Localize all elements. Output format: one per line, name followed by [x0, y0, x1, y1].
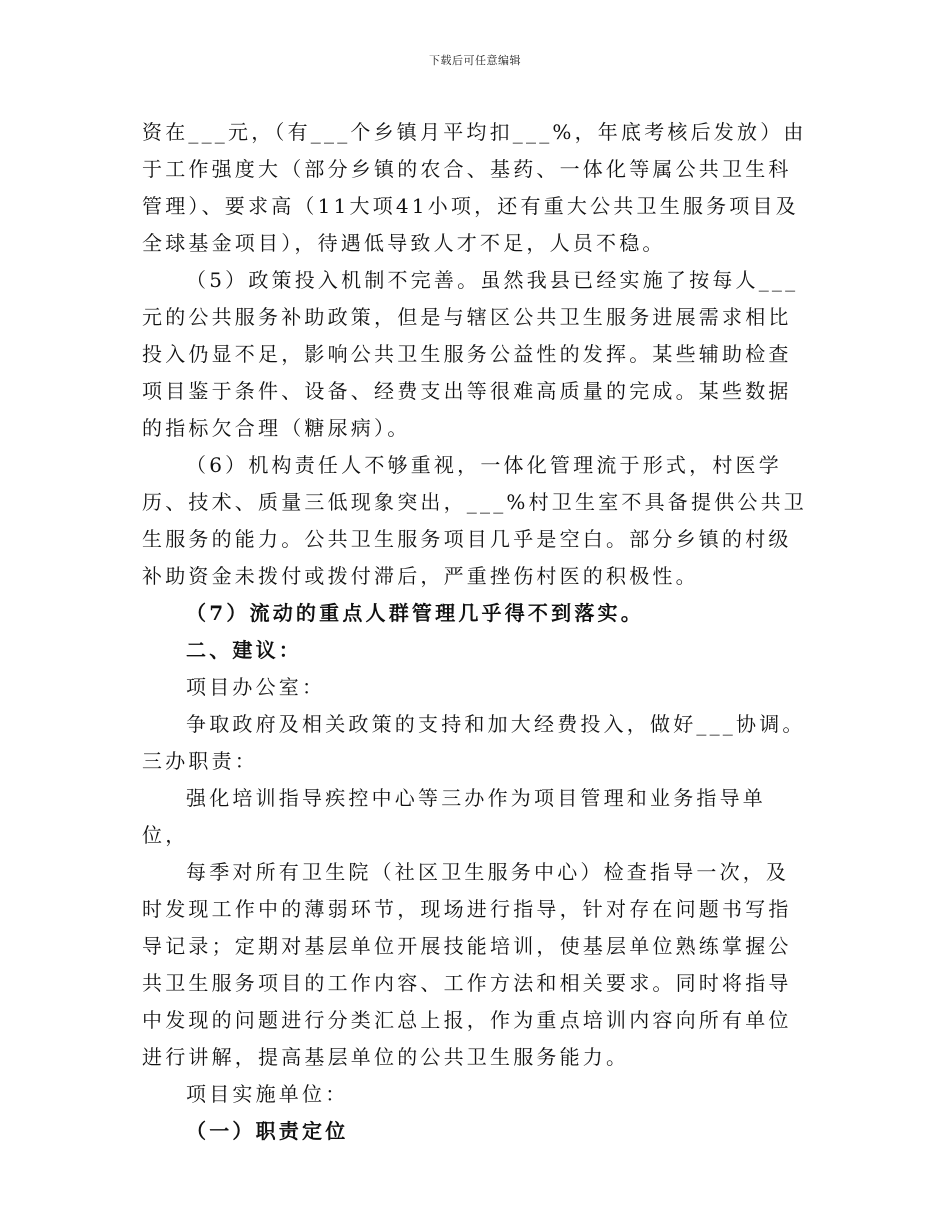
paragraph-item-7-floating-population: （7）流动的重点人群管理几乎得不到落实。	[186, 601, 644, 625]
paragraph-funding-continuation: 资在___元，（有___个乡镇月平均扣___%，年底考核后发放）由于工作强度大（部分乡镇的农合、基药、一体化等属公共卫生科管理）、要求高（11大项41小项，还有重大公共卫生服务项目及全球基金项目），待遇低导致人才不足，人员不稳。	[142, 120, 807, 255]
paragraph-government-support: 争取政府及相关政策的支持和加大经费投入，做好___协调。三办职责：	[142, 712, 806, 773]
paragraph-item-6-institution: （6）机构责任人不够重视，一体化管理流于形式，村医学历、技术、质量三低现象突出，___%村卫生室不具备提供公共卫生服务的能力。公共卫生服务项目几乎是空白。部分乡镇的村级补助资金未拨付或拨付滞后，严重挫伤村医的积极性。	[142, 453, 808, 588]
subheading-implementing-units: 项目实施单位：	[186, 1082, 349, 1106]
document-body	[142, 114, 810, 1150]
page-header-note: 下载后可任意编辑	[429, 54, 521, 67]
paragraph-training-guidance: 强化培训指导疾控中心等三办作为项目管理和业务指导单位，	[142, 786, 766, 847]
paragraph-item-5-policy: （5）政策投入机制不完善。虽然我县已经实施了按每人___元的公共服务补助政策，但是与辖区公共卫生服务进展需求相比投入仍显不足，影响公共卫生服务公益性的发挥。某些辅助检查项目鉴于条件、设备、经费支出等很难高质量的完成。某些数据的指标欠合理（糖尿病）。	[142, 268, 799, 440]
paragraph-quarterly-inspection: 每季对所有卫生院（社区卫生服务中心）检查指导一次，及时发现工作中的薄弱环节，现场进行指导，针对存在问题书写指导记录；定期对基层单位开展技能培训，使基层单位熟练掌握公共卫生服务项目的工作内容、工作方法和相关要求。同时将指导中发现的问题进行分类汇总上报，作为重点培训内容向所有单位进行讲解，提高基层单位的公共卫生服务能力。	[142, 860, 792, 1069]
section-heading-suggestions: 二、建议：	[186, 638, 302, 662]
subheading-project-office: 项目办公室：	[186, 675, 326, 699]
subheading-responsibility-positioning: （一）职责定位	[186, 1119, 349, 1143]
